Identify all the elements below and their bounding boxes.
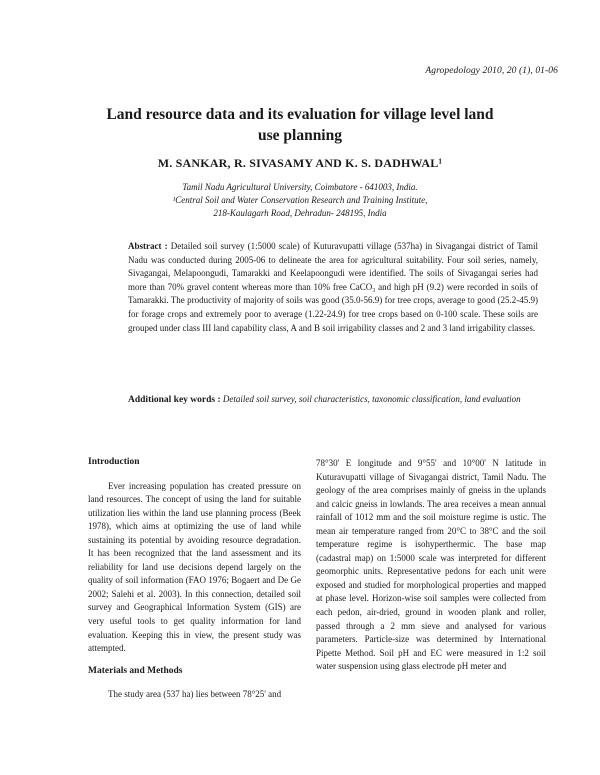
journal-reference: Agropedology 2010, 20 (1), 01-06: [425, 66, 558, 76]
affiliation-line-3: 218-Kaulagarh Road, Dehradun- 248195, India: [213, 208, 387, 218]
abstract-text: Detailed soil survey (1:5000 scale) of Kuturavupatti village (537ha) in Sivagangai district of Tamil Nadu was conducted during 2005-06 to delineate the area for agricultural suitability. Four soil series, namely, Sivagangai, Melapoongudi, Tamarakki and Keelapoongudi were identified. The soils of Sivagangai series had more than 70% gravel content whereas more than 10% free CaCO₃ and high pH (9.2) were recorded in soils of Tamarakki. The productivity of majority of soils was good (35.0-56.9) for tree crops, average to good (25.2-45.9) for forage crops and extremely poor to average (1.22-24.9) for tree crops based on 0-100 scale. These soils are grouped under class III land capability class, A and B soil irrigability classes and 2 and 3 land irrigability classes.: [128, 241, 538, 333]
keywords-label: Additional key words :: [128, 395, 221, 405]
right-column-paragraph: 78°30' E longitude and 9°55' and 10°00' N latitude in Kuturavupatti village of Sivagangai district, Tamil Nadu. The geology of the area comprises mainly of gneiss in the uplands and calcic gneiss in lowlands. The area receives a mean annual rainfall of 1012 mm and the soil moisture regime is ustic. The mean air temperature ranged from 20°C to 38°C and the soil temperature regime is isohyperthermic. The base map (cadastral map) on 1:5000 scale was interpreted for different geomorphic units. Representative pedons for each unit were exposed and studied for morphological properties and mapped at phase level. Horizon-wise soil samples were collected from each pedon, air-dried, ground in wooden plank and roller, passed through a 2 mm sieve and analysed for various parameters. Particle-size was determined by International Pipette Method. Soil pH and EC were measured in 1:2 soil water suspension using glass electrode pH meter and: [316, 458, 546, 672]
abstract: [128, 240, 538, 335]
right-column: [316, 457, 546, 674]
materials-methods-paragraph: The study area (537 ha) lies between 78°25' and: [108, 689, 282, 700]
introduction-paragraph: Ever increasing population has created pressure on land resources. The concept of using the land for suitable utilization lies within the land use planning process (Beek 1978), which aims at optimizing the use of land while sustaining its potential by avoiding resource degradation. It has been recognized that the land assessment and its reliability for land use decisions depend largely on the quality of soil information (FAO 1976; Bogaert and De Ge 2002; Salehi et al. 2003). In this connection, detailed soil survey and Geographical Information System (GIS) are very useful tools to get quality information for land evaluation. Keeping this in view, the present study was attempted.: [88, 480, 301, 654]
keywords: [128, 393, 538, 408]
affiliation-line-2: ¹Central Soil and Water Conservation Research and Training Institute,: [172, 195, 428, 205]
article-title: Land resource data and its evaluation for village level land use planning: [106, 106, 494, 144]
abstract-label: Abstract :: [128, 241, 168, 251]
introduction-heading: Introduction: [88, 457, 140, 467]
materials-methods-heading: Materials and Methods: [88, 665, 183, 676]
affiliations: [100, 181, 500, 220]
article-authors: M. SANKAR, R. SIVASAMY AND K. S. DADHWAL¹: [157, 156, 443, 170]
affiliation-line-1: Tamil Nadu Agricultural University, Coimbatore - 641003, India.: [182, 182, 418, 192]
keywords-text: Detailed soil survey, soil characteristics, taxonomic classification, land evaluation: [222, 394, 521, 404]
left-column: [88, 456, 301, 702]
